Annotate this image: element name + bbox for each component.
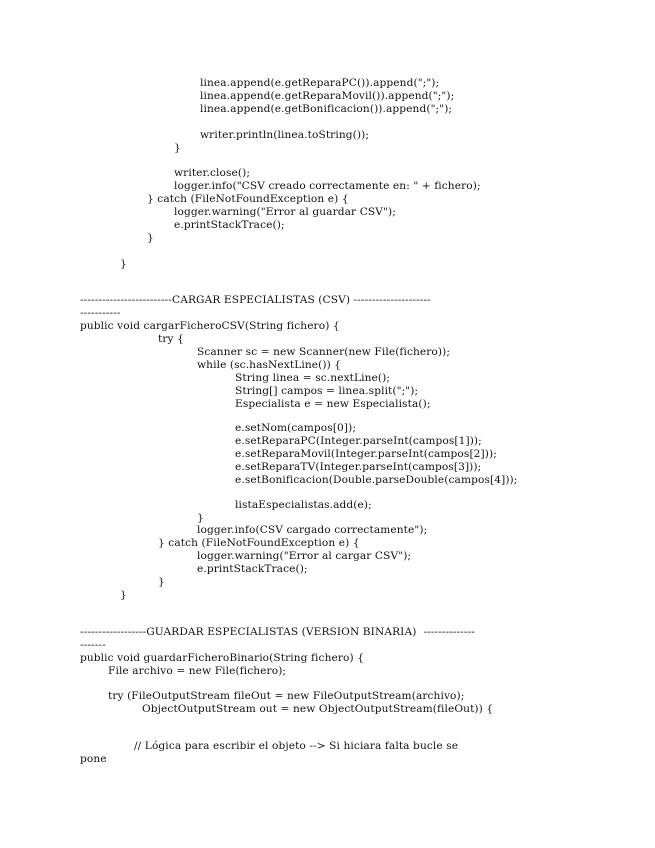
code-line: e.printStackTrace(); (174, 219, 285, 231)
code-line: } catch (FileNotFoundException e) { (158, 537, 360, 549)
code-line: e.setNom(campos[0]); (235, 422, 357, 434)
code-line: public void guardarFicheroBinario(String fichero) { (80, 652, 365, 664)
code-line: try { (158, 333, 184, 345)
code-line: } (197, 512, 204, 524)
code-line: logger.warning("Error al cargar CSV"); (197, 550, 412, 562)
code-line: public void cargarFicheroCSV(String fichero) { (80, 320, 340, 332)
code-comment: pone (80, 753, 107, 765)
code-line: } (174, 142, 181, 154)
code-line: e.setReparaPC(Integer.parseInt(campos[1])); (235, 435, 482, 447)
code-line: } (120, 258, 127, 270)
code-line: File archivo = new File(fichero); (108, 665, 287, 677)
code-line: linea.append(e.getReparaMovil()).append(";"); (200, 90, 455, 102)
code-line: } (147, 232, 154, 244)
code-line: e.setReparaTV(Integer.parseInt(campos[3])); (235, 461, 482, 473)
code-line: linea.append(e.getReparaPC()).append(";"); (200, 77, 440, 89)
code-line: } (158, 576, 165, 588)
code-line: logger.warning("Error al guardar CSV"); (174, 206, 396, 218)
code-line: try (FileOutputStream fileOut = new FileOutputStream(archivo); (108, 690, 465, 702)
code-line: while (sc.hasNextLine()) { (197, 359, 342, 371)
code-line: e.printStackTrace(); (197, 563, 308, 575)
code-line: } (120, 589, 127, 601)
code-line: ObjectOutputStream out = new ObjectOutputStream(fileOut)) { (142, 703, 494, 715)
code-line: Especialista e = new Especialista(); (235, 398, 431, 410)
section-heading: -------------------------CARGAR ESPECIALISTAS (CSV) --------------------- (80, 294, 431, 306)
code-line: String linea = sc.nextLine(); (235, 372, 391, 384)
section-heading: ------------------GUARDAR ESPECIALISTAS (VERSION BINARIA) -------------- (80, 626, 475, 638)
code-line: Scanner sc = new Scanner(new File(fichero)); (197, 346, 451, 358)
code-line: ----------- (80, 307, 121, 319)
code-line: linea.append(e.getBonificacion()).append(";"); (200, 103, 453, 115)
code-line: } catch (FileNotFoundException e) { (147, 193, 349, 205)
code-line: String[] campos = linea.split(";"); (235, 385, 419, 397)
code-line: listaEspecialistas.add(e); (235, 499, 372, 511)
code-line: logger.info("CSV creado correctamente en: " + fichero); (174, 180, 481, 192)
code-line: e.setBonificacion(Double.parseDouble(campos[4])); (235, 474, 518, 486)
code-line: ------- (80, 639, 106, 651)
code-comment: // Lógica para escribir el objeto --> Si hiciara falta bucle se (134, 740, 459, 752)
code-line: logger.info(CSV cargado correctamente"); (197, 524, 428, 536)
code-line: writer.println(linea.toString()); (200, 129, 369, 141)
code-line: e.setReparaMovil(Integer.parseInt(campos[2])); (235, 448, 497, 460)
code-line: writer.close(); (174, 167, 251, 179)
